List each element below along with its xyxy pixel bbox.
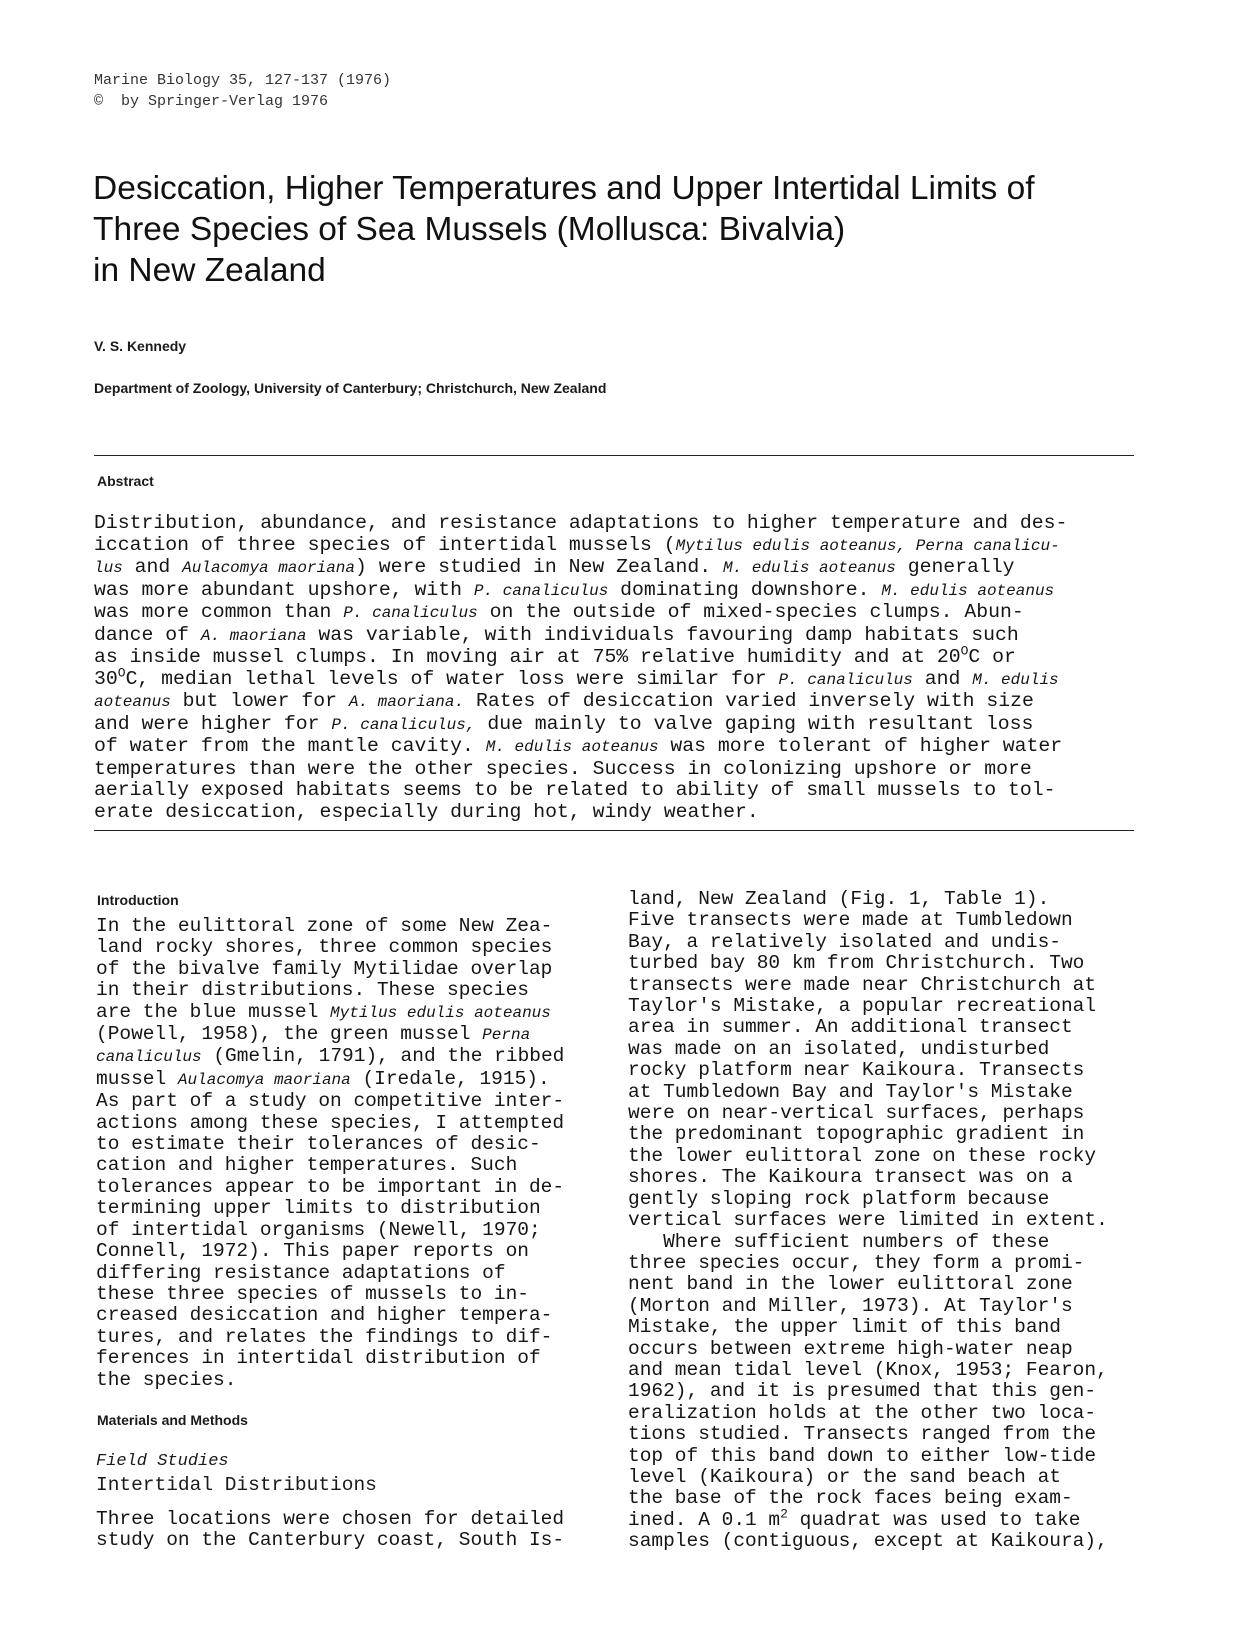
abstract-text: was more common than — [94, 601, 344, 623]
species-name: A. maoriana — [200, 626, 307, 645]
body-line: samples (contiguous, except at Kaikoura), — [628, 1530, 1108, 1553]
body-line: gently sloping rock platform because — [628, 1187, 1050, 1210]
abstract-text: was more tolerant of higher water — [658, 735, 1063, 757]
body-line: of the bivalve family Mytilidae overlap — [96, 957, 553, 980]
left-column-body — [96, 916, 606, 1391]
abstract-line: aerially exposed habitats seems to be related to ability of small mussels to tol- — [94, 779, 1056, 801]
body-line: shores. The Kaikoura transect was on a — [628, 1166, 1073, 1189]
left-column-body-continued — [96, 1509, 564, 1552]
abstract-text: and — [912, 667, 973, 690]
species-name: M. edulis aoteanus — [485, 738, 659, 756]
body-line: top of this band down to either low-tide — [628, 1444, 1097, 1467]
body-line: Taylor's Mistake, a popular recreational — [628, 995, 1097, 1018]
body-line: land rocky shores, three common species — [96, 936, 553, 959]
body-line: As part of a study on competitive inter- — [96, 1090, 565, 1113]
body-line: Mistake, the upper limit of this band — [628, 1316, 1061, 1339]
abstract-text: 30 — [94, 667, 118, 690]
body-text: (Gmelin, 1791), and the ribbed — [201, 1045, 565, 1068]
right-column-body — [628, 889, 1148, 1553]
abstract-bottom-rule — [94, 830, 1134, 831]
abstract-text: due mainly to valve gaping with resultant loss — [475, 712, 1034, 735]
body-line: study on the Canterbury coast, South Is- — [96, 1529, 565, 1552]
abstract-text: as inside mussel clumps. In moving air at 75% relative humidity and at 20 — [94, 646, 961, 668]
abstract-text: of water from the mantle cavity. — [94, 735, 486, 757]
species-name: P. canaliculus — [473, 581, 609, 600]
abstract-text: Rates of desiccation varied inversely with size — [464, 690, 1034, 712]
body-line: was made on an isolated, undisturbed — [628, 1037, 1050, 1060]
journal-citation: Marine Biology 35, 127-137 (1976) — [94, 72, 392, 89]
species-name: P. canaliculus, — [331, 715, 476, 734]
species-name: Aulacomya maoriana — [177, 1070, 351, 1089]
abstract-line: erate desiccation, especially during hot, windy weather. — [94, 800, 759, 823]
body-line: in their distributions. These species — [96, 979, 529, 1002]
species-name: Mytilus edulis aoteanus — [330, 1003, 551, 1022]
body-line: level (Kaikoura) or the sand beach at — [628, 1465, 1061, 1488]
body-line: Bay, a relatively isolated and undis- — [628, 930, 1061, 953]
body-line: were on near-vertical surfaces, perhaps — [628, 1102, 1085, 1125]
abstract-text: generally — [895, 556, 1015, 578]
field-studies-subheading: Field Studies — [96, 1452, 229, 1471]
species-name: M. edulis aoteanus — [723, 559, 896, 577]
abstract-top-rule — [94, 455, 1134, 456]
body-line: the species. — [96, 1368, 237, 1391]
introduction-heading: Introduction — [97, 892, 179, 908]
body-line: Connell, 1972). This paper reports on — [96, 1240, 529, 1263]
species-name: Aulacomya maoriana — [182, 559, 355, 577]
body-line: at Tumbledown Bay and Taylor's Mistake — [628, 1080, 1073, 1103]
body-line: and mean tidal level (Knox, 1953; Fearon, — [628, 1358, 1108, 1381]
body-text: (Powell, 1958), the green mussel — [96, 1023, 483, 1046]
species-name: canaliculus — [96, 1048, 202, 1067]
author-affiliation: Department of Zoology, University of Canterbury; Christchurch, New Zealand — [94, 380, 607, 396]
body-line: 1962), and it is presumed that this gen- — [628, 1380, 1097, 1403]
species-name: M. edulis — [972, 670, 1059, 689]
intertidal-distributions-subheading: Intertidal Distributions — [96, 1474, 377, 1496]
abstract-text: was variable, with individuals favouring damp habitats such — [306, 623, 1019, 646]
abstract-heading: Abstract — [97, 473, 154, 489]
body-line: the predominant topographic gradient in — [628, 1123, 1085, 1146]
body-line: these three species of mussels to in- — [96, 1282, 529, 1305]
body-text: quadrat was used to take — [787, 1508, 1081, 1531]
title-line-2: Three Species of Sea Mussels (Mollusca: Bivalvia) — [93, 211, 846, 248]
body-line: cation and higher temperatures. Such — [96, 1154, 518, 1177]
body-line: occurs between extreme high-water neap — [628, 1337, 1073, 1360]
journal-citation-block — [94, 70, 391, 112]
body-line: (Morton and Miller, 1973). At Taylor's — [628, 1294, 1073, 1317]
abstract-text: C, median lethal levels of water loss were similar for — [125, 667, 779, 690]
paper-title — [93, 168, 1153, 291]
abstract-text: C or — [968, 646, 1016, 668]
body-line: the lower eulittoral zone on these rocky — [628, 1144, 1097, 1167]
body-line: eralization holds at the other two loca- — [628, 1401, 1097, 1424]
body-line: three species occur, they form a promi- — [628, 1251, 1085, 1274]
body-line: actions among these species, I attempted — [96, 1111, 565, 1134]
title-line-3: in New Zealand — [93, 252, 326, 289]
abstract-text: and were higher for — [94, 712, 332, 735]
body-line: to estimate their tolerances of desic- — [96, 1133, 541, 1156]
body-line: of intertidal organisms (Newell, 1970; — [96, 1218, 541, 1241]
body-line: ferences in intertidal distribution of — [96, 1347, 541, 1370]
title-line-1: Desiccation, Higher Temperatures and Upper Intertidal Limits of — [93, 170, 1035, 207]
body-line: tures, and relates the findings to dif- — [96, 1325, 553, 1348]
body-text: mussel — [96, 1067, 178, 1090]
body-line: the base of the rock faces being exam- — [628, 1487, 1073, 1510]
body-text: are the blue mussel — [96, 1000, 331, 1023]
body-line: creased desiccation and higher tempera- — [96, 1304, 553, 1327]
body-line: land, New Zealand (Fig. 1, Table 1). — [628, 888, 1050, 910]
body-line: area in summer. An additional transect — [628, 1016, 1073, 1039]
body-text: (Iredale, 1915). — [350, 1067, 550, 1090]
body-line: nent band in the lower eulittoral zone — [628, 1273, 1073, 1296]
species-name: A. maoriana. — [348, 693, 465, 711]
abstract-text: and — [122, 556, 183, 578]
abstract-text: dance of — [94, 623, 201, 646]
degree-mark: O — [960, 643, 969, 659]
abstract-line: iccation of three species of intertidal mussels ( — [94, 533, 676, 556]
degree-mark: O — [117, 664, 126, 680]
body-line: turbed bay 80 km from Christchurch. Two — [628, 952, 1085, 975]
body-line: tions studied. Transects ranged from the — [628, 1423, 1097, 1446]
abstract-line: temperatures than were the other species. Success in colonizing upshore or more — [94, 757, 1032, 780]
body-line: In the eulittoral zone of some New Zea- — [96, 915, 553, 937]
body-line: vertical surfaces were limited in extent. — [628, 1209, 1108, 1232]
species-name: aoteanus — [94, 693, 171, 711]
abstract-body — [94, 513, 1134, 823]
body-line: Five transects were made at Tumbledown — [628, 909, 1073, 932]
materials-methods-heading: Materials and Methods — [97, 1412, 248, 1428]
body-line: differing resistance adaptations of — [96, 1261, 506, 1284]
journal-copyright: © by Springer-Verlag 1976 — [94, 93, 329, 110]
species-name: Mytilus edulis aoteanus, Perna canalicu- — [675, 536, 1060, 555]
body-line: termining upper limits to distribution — [96, 1197, 541, 1220]
species-name: lus — [94, 559, 123, 577]
abstract-text: dominating downshore. — [608, 578, 882, 601]
body-text: ined. A 0.1 m — [628, 1508, 781, 1531]
species-name: M. edulis aoteanus — [881, 581, 1055, 600]
abstract-text: ) were studied in New Zealand. — [355, 556, 723, 578]
superscript: 2 — [780, 1506, 788, 1522]
species-name: P. canaliculus — [778, 670, 913, 689]
abstract-text: on the outside of mixed-species clumps. Abun- — [477, 601, 1024, 623]
abstract-text: was more abundant upshore, with — [94, 578, 474, 601]
body-line: tolerances appear to be important in de- — [96, 1175, 565, 1198]
body-line: rocky platform near Kaikoura. Transects — [628, 1059, 1085, 1082]
author-name: V. S. Kennedy — [94, 338, 187, 354]
body-line: Three locations were chosen for detailed — [96, 1508, 565, 1530]
species-name: Perna — [482, 1026, 531, 1045]
species-name: P. canaliculus — [343, 604, 478, 622]
abstract-line: Distribution, abundance, and resistance adaptations to higher temperature and des- — [94, 512, 1068, 534]
abstract-text: but lower for — [170, 690, 349, 712]
body-line: transects were made near Christchurch at — [628, 973, 1097, 996]
body-line: Where sufficient numbers of these — [628, 1230, 1050, 1253]
